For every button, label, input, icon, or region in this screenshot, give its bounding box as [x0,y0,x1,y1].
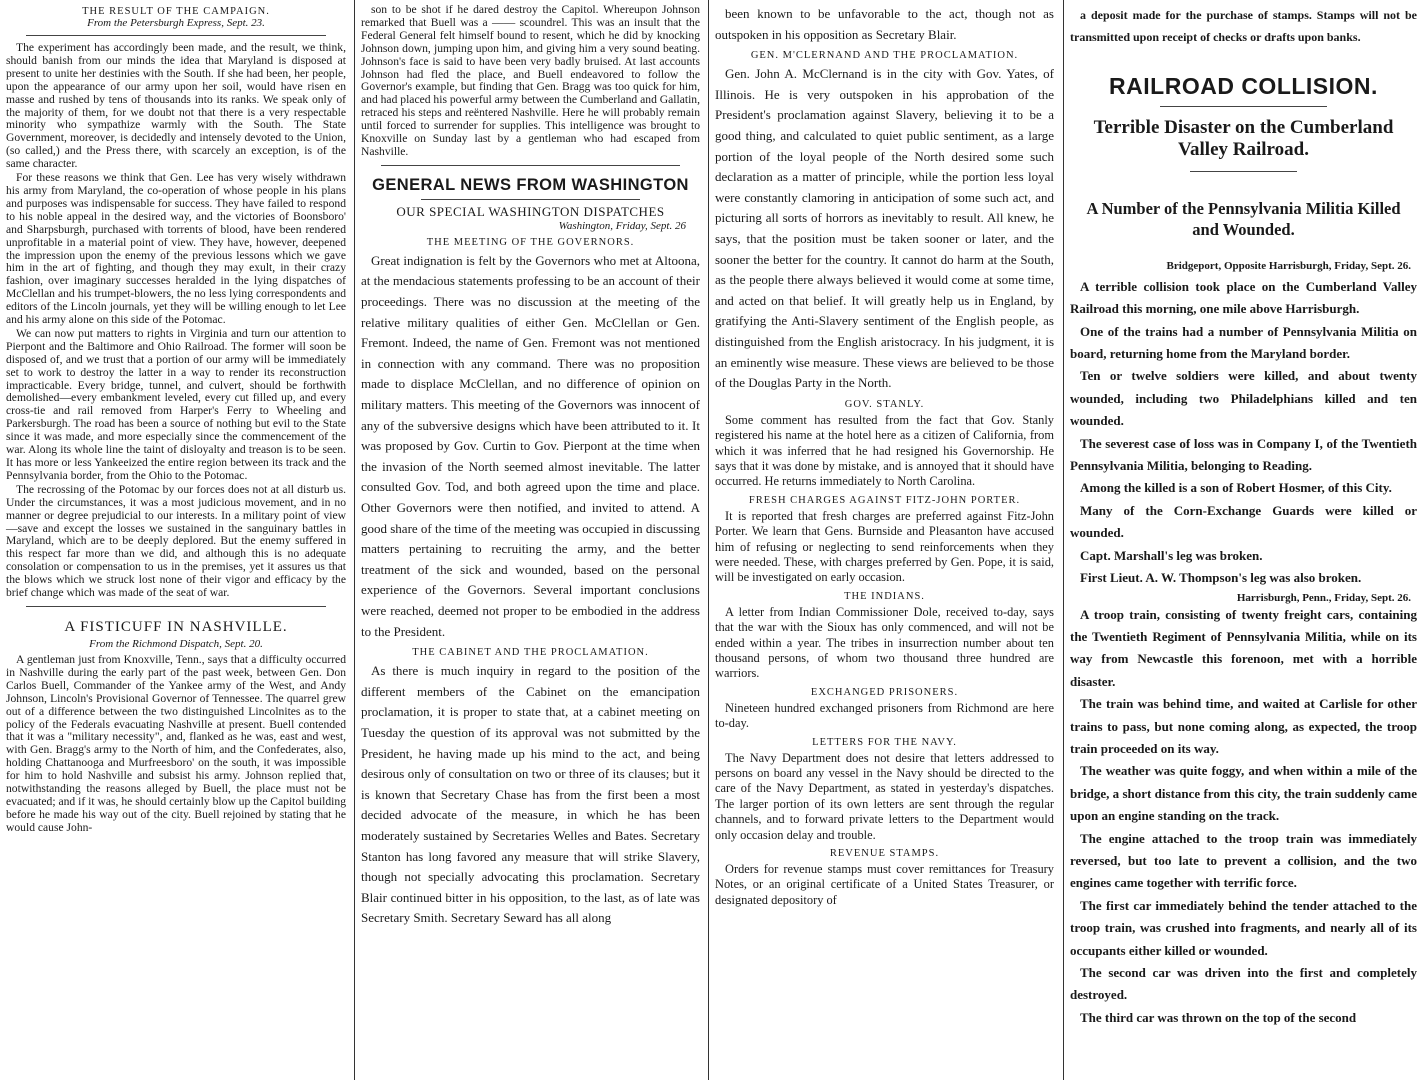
washington-subheadline: OUR SPECIAL WASHINGTON DISPATCHES [396,203,665,219]
article-paragraph: been known to be unfavorable to the act, though not as outspoken in his opposition as Secretary Blair. [715,6,1054,42]
article-paragraph: The weather was quite foggy, and when within a mile of the bridge, a short distance from this city, the train suddenly came upon an engine standing on the track. [1070,763,1417,824]
article-paragraph: First Lieut. A. W. Thompson's leg was also broken. [1080,570,1362,586]
fisticuff-dateline: From the Richmond Dispatch, Sept. 20. [89,637,263,650]
article-paragraph: Some comment has resulted from the fact that Gov. Stanly registered his name at the hotel here as a citizen of California, from which it was inferred that he had resigned his Governorship. He says that it was done by mistake, and is annoyed that it should have occurred. He returns immediately to North Carolina. [715,412,1054,489]
section-title: REVENUE STAMPS. [829,848,940,860]
railroad-subtitle-2: A Number of the Pennsylvania Militia Killed and Wounded. [1086,198,1401,239]
divider [381,165,680,166]
fisticuff-header: A FISTICUFF IN NASHVILLE. [64,618,288,635]
article-paragraph: The third car was thrown on the top of the second [1080,1009,1357,1025]
article-paragraph: Many of the Corn-Exchange Guards were killed or wounded. [1070,502,1417,541]
campaign-dateline: From the Petersburgh Express, Sept. 23. [87,17,265,29]
article-paragraph: Gen. John A. McClernand is in the city with Gov. Yates, of Illinois. He is very outspoken in his approbation of the President's proclamation against Slavery, believing it to be a good thing, and calculated to quiet public sentiment, as a large portion of the loyal people of the North desired some such declaration as a matter of principle, while the portion less loyal were constantly clamoring in anticipation of some such act, and picturing all sorts of horrors as inevitably to result. All knew, he says, that the position must be taken sooner or later, and the sooner the better for the country. It cannot do harm at the South, as the people there always believed it would come at some time, and acted on that belief. It will greatly help us in England, by gratifying the Anti-Slavery sentiment of the English people, as distinguished from the English aristocracy. In his judgment, it is an eminently wise measure. These views are believed to be those of the Douglas Party in the North. [715,66,1054,391]
column-2 [354,0,706,1080]
article-paragraph: Orders for revenue stamps must cover remittances for Treasury Notes, or an original certificate of a United States Treasurer, or designated depository of [715,862,1054,907]
campaign-header: THE RESULT OF THE CAMPAIGN. [82,6,270,17]
article-paragraph: A letter from Indian Commissioner Dole, received to-day, says that the war with the Sioux has only commenced, and will not be ended within a year. The tribes in insurrection number about ten thousand persons, of whom two thousand three hundred are warriors. [715,604,1054,681]
article-paragraph: The train was behind time, and waited at Carlisle for other trains to pass, but none coming along, as expected, the troop train proceeded on its way. [1070,696,1417,756]
article-paragraph: Great indignation is felt by the Governors who met at Altoona, at the mendacious statements professing to be an account of their proceedings. There was no discussion at the meeting of the relative military qualities of either Gen. McClellan or Gen. Fremont. Indeed, the name of Gen. Fremont was not mentioned in connection with any command. There was no proposition made to displace McClellan, and no difference of opinion on military matters. This meeting of the Governors was innocent of any of the subversive designs which have been attributed to it. It was proposed by Gov. Curtin to Gov. Pierpont at the time when the invasion of the North seemed almost inevitable. The latter consulted Gov. Tod, and both agreed upon the time and place. Other Governors were then notified, and invited to attend. A good share of the time of the meeting was occupied in discussing matters pertaining to recruiting the army, and the better treatment of the sick and wounded, based on the personal experience of the Governors. Several important conclusions were reached, deemed not proper to be embodied in the address to the President. [361,252,701,639]
section-title: THE INDIANS. [844,590,925,602]
section-title: THE CABINET AND THE PROCLAMATION. [412,647,649,659]
section-title: LETTERS FOR THE NAVY. [812,736,957,748]
column-4 [1063,0,1423,1080]
divider [26,35,326,36]
article-paragraph: The first car immediately behind the tender attached to the troop train, was crushed into fragments, and nearly all of its occupants either killed or wounded. [1070,897,1417,958]
article-paragraph: The recrossing of the Potomac by our forces does not at all disturb us. Under the circumstances, it was a most judicious movement, and in no manner or degree prejudicial to our interests. In a military point of view—save and except the losses we sustained in the sanguinary battles in Maryland, which are to be deeply deplored. But the enemy suffered in this respect far more than we did, and although this is no adequate consolation or compensation to us in the premises, yet it assures us that the blows which we struck lost none of their vigor and efficacy by the brief change which was made of the seat of war. [6,482,346,600]
divider [26,606,326,607]
article-paragraph: A gentleman just from Knoxville, Tenn., says that a difficulty occurred in Nashville during the early part of the past week, between Gen. Don Carlos Buell, Commander of the Yankee army of the West, and Andy Johnson, Lincoln's Provisional Governor of Tennessee. The quarrel grew out of a difference between the two distinguished Lincolnites as to the policy of the Federals evacuating Nashville at present. Buell contended that it was a "military necessity", and, flanked as he was, east and west, with Gen. Bragg's army to the North of him, and the Confederates, also, holding Chattanooga and Murfreesboro' on the south, it was impossible for him to hold Nashville and subsist his army. Johnson replied that, notwithstanding the reasons alleged by Buell, the place must not be evacuated; and if it was, he should certainly blow up the Capitol building before he made his way out of the city. Buell rejoined by stating that he would cause John- [6,652,346,834]
article-paragraph: One of the trains had a number of Pennsylvania Militia on board, returning home from the Maryland border. [1070,323,1417,362]
section-title: GEN. M'CLERNAND AND THE PROCLAMATION. [750,50,1019,62]
article-paragraph: Ten or twelve soldiers were killed, and about twenty wounded, including two Philadelphians killed and ten wounded. [1070,368,1417,429]
article-paragraph: Among the killed is a son of Robert Hosmer, of this City. [1080,480,1392,496]
washington-dateline: Washington, Friday, Sept. 26 [558,219,686,232]
column-3 [708,0,1060,1080]
article-paragraph: The experiment has accordingly been made, and the result, we think, should banish from our minds the idea that Maryland is disposed at present to unite her destinies with the South. If she had been, her people, upon the appearance of our army upon her soil, would have risen en masse and rushed by tens of thousands into its ranks. We speak only of the majority of them, for we doubt not that there is a very respectable minority who sympathize warmly with the South. The State Government, moreover, is decidedly and intensely devoted to the Union, (so called,) and the Press there, with scarcely an exception, is of the same character. [6,41,346,171]
railroad-dateline-2: Harrisburgh, Penn., Friday, Sept. 26. [1236,591,1411,604]
article-paragraph: The severest case of loss was in Company I, of the Twentieth Pennsylvania Militia, belonging to Reading. [1070,435,1417,474]
section-title: FRESH CHARGES AGAINST FITZ-JOHN PORTER. [748,494,1021,506]
article-paragraph: As there is much inquiry in regard to the position of the different members of the Cabinet on the emancipation proclamation, it is proper to state that, at a cabinet meeting on Tuesday the question of its approval was not submitted by the President, he having made up his mind to the act, and being desirous only of consultation on two or three of its clauses; but it is known that Secretary Chase has from the first been a most decided advocate of the measure, in which he has been moderately sustained by Secretaries Welles and Bates. Secretary Stanton has long favored any measure that will strike Slavery, though not specially advocating this proclamation. Secretary Blair continued bitter in his opposition, to the last, as of late was Secretary Smith. Secretary Seward has all along [361,663,700,926]
divider [421,199,640,200]
article-paragraph: For these reasons we think that Gen. Lee has very wisely withdrawn his army from Maryland, the co-operation of whose people in his plans and purposes was indispensable for success. They have failed to respond to his noble appeal in the desired way, and the victories of Boonsboro' and Sharpsburgh, purchased with torrents of blood, have been rendered unprofitable in a material point of view. They have, however, deepened the impression upon the enemy of the previous lessons which we gave him in the art of fighting, and though they may exult, in their crazy fashion, over imaginary successes heralded in the lying dispatches of McClellan and his trumpet-blowers, the no less lying correspondents and editors of the Lincoln journals, yet they will be willing enough to let Lee and his army alone on this side of the Potomac. [6,171,346,327]
washington-headline: GENERAL NEWS FROM WASHINGTON [372,175,689,194]
railroad-subtitle: Terrible Disaster on the Cumberland Valley Railroad. [1093,116,1394,160]
railroad-dateline: Bridgeport, Opposite Harrisburgh, Friday, Sept. 26. [1166,259,1411,272]
article-paragraph: The Navy Department does not desire that letters addressed to persons on board any vessel in the Navy should be directed to the care of the Navy Department, as stated in yesterday's dispatches. The larger portion of its own letters are sent through the regular channels, and to forward private letters to the Department would only occasion delay and trouble. [715,750,1054,842]
section-title: THE MEETING OF THE GOVERNORS. [426,236,635,248]
divider [1160,106,1327,107]
article-paragraph: The second car was driven into the first and completely destroyed. [1070,965,1417,1003]
section-title: GOV. STANLY. [844,398,925,410]
article-paragraph: A troop train, consisting of twenty freight cars, containing the Twentieth Regiment of Pennsylvania Militia, while on its way from Newcastle this forenoon, met with a horrible disaster. [1070,606,1417,689]
divider [1190,171,1297,172]
article-paragraph: Nineteen hundred exchanged prisoners from Richmond are here to-day. [715,700,1054,731]
article-paragraph: It is reported that fresh charges are preferred against Fitz-John Porter. We learn that Gens. Burnside and Pleasanton have accused him of refusing or neglecting to send reinforcements when they were needed. These, with charges preferred by Gen. Pope, it is said, will be investigated on early occasion. [715,508,1054,585]
article-paragraph: The engine attached to the troop train was immediately reversed, but too late to prevent a collision, and the two engines came together with terrific force. [1070,830,1417,891]
article-paragraph: A terrible collision took place on the Cumberland Valley Railroad this morning, one mile above Harrisburgh. [1070,278,1417,317]
column-1 [0,0,352,1080]
article-paragraph: a deposit made for the purchase of stamps. Stamps will not be transmitted upon receipt of checks or drafts upon banks. [1070,8,1417,45]
railroad-title: RAILROAD COLLISION. [1109,72,1378,99]
section-title: EXCHANGED PRISONERS. [810,686,959,698]
article-paragraph: son to be shot if he dared destroy the Capitol. Whereupon Johnson remarked that Buell was a —— scoundrel. This was an insult that the Federal General felt himself bound to resent, which he did by knocking Johnson down, jumping upon him, and giving him a very sound beating. Johnson's face is said to have been very badly bruised. At last accounts Johnson had fled the place, and Buell endeavored to follow the Governor's example, but finding that Gen. Bragg was too quick for him, and had placed his powerful army between the Cumberland and Gallatin, retraced his steps and reëntered Nashville. Here he will probably remain until forced to surrender for supplies. This intelligence was brought to Knoxville on Sunday last by a gentleman who had escaped from Nashville. [361,3,701,158]
article-paragraph: We can now put matters to rights in Virginia and turn our attention to Pierpont and the Baltimore and Ohio Railroad. The former will soon be disposed of, and we trust that a portion of our army will be immediately set to work to destroy the latter in a way to render its reconstruction impracticable. Every bridge, tunnel, and culvert, should be forthwith demolished—every embankment leveled, every cut filled up, and every cross-tie and rail removed from Harper's Ferry to Wheeling and Parkersburgh. The road has been a source of nothing but evil to the State since it was made, and more especially since the commencement of the war. Along its whole line the taint of disloyalty and treason is to be seen. It has more or less Yankeeized the entire region between its track and the Pennsylvania border, from the Ohio to the Potomac. [6,326,346,482]
article-paragraph: Capt. Marshall's leg was broken. [1080,547,1263,563]
